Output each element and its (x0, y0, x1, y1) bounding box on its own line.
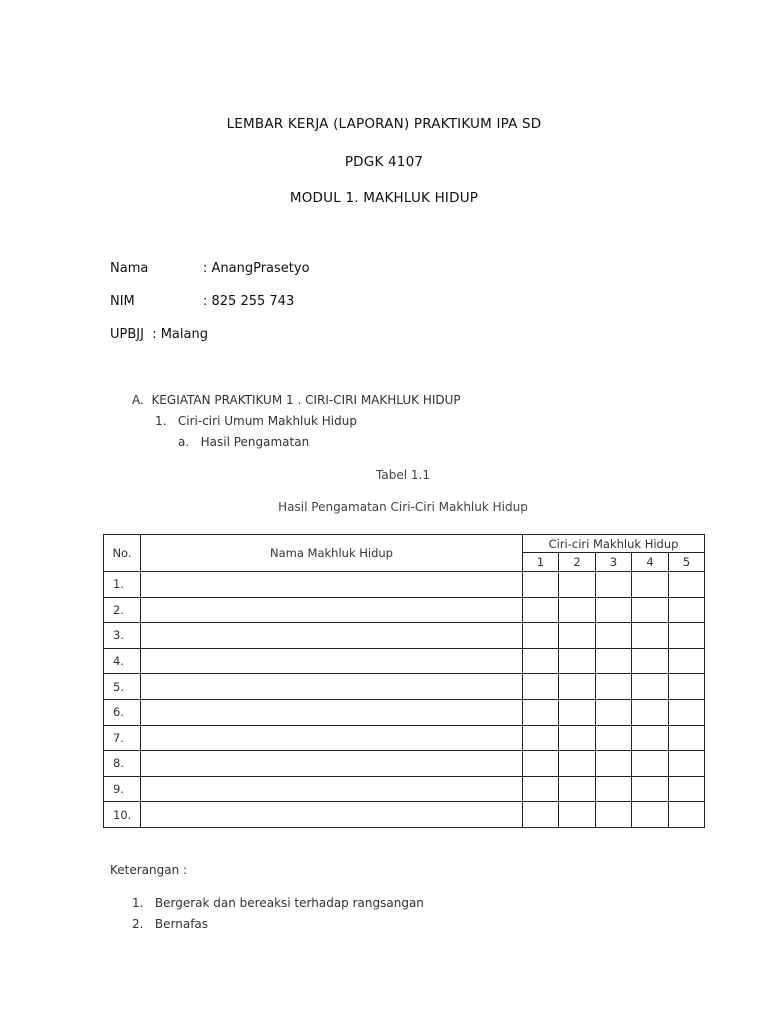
row-name-cell[interactable] (141, 674, 523, 700)
header-sub-1: 1 (523, 553, 559, 572)
row-check-cell[interactable] (559, 699, 596, 725)
row-number: 6. (104, 699, 141, 725)
row-check-cell[interactable] (669, 648, 705, 674)
row-check-cell[interactable] (669, 725, 705, 751)
row-check-cell[interactable] (523, 699, 559, 725)
row-name-cell[interactable] (141, 648, 523, 674)
row-check-cell[interactable] (559, 751, 596, 777)
row-check-cell[interactable] (632, 725, 669, 751)
row-check-cell[interactable] (632, 597, 669, 623)
field-upbjj: UPBJJ : Malang (110, 327, 208, 342)
section-a1-heading: 1. Ciri-ciri Umum Makhluk Hidup (155, 414, 357, 428)
row-check-cell[interactable] (559, 674, 596, 700)
row-check-cell[interactable] (523, 648, 559, 674)
legend-title: Keterangan : (110, 863, 188, 877)
table-row (104, 623, 705, 649)
row-check-cell[interactable] (669, 776, 705, 802)
table-row (104, 597, 705, 623)
row-check-cell[interactable] (523, 725, 559, 751)
row-number: 4. (104, 648, 141, 674)
document-title: LEMBAR KERJA (LAPORAN) PRAKTIKUM IPA SD (226, 116, 542, 132)
field-nim-value: : 825 255 743 (203, 294, 295, 309)
table-row (104, 802, 705, 828)
table-row (104, 776, 705, 802)
course-code: PDGK 4107 (344, 154, 424, 170)
row-check-cell[interactable] (632, 751, 669, 777)
row-check-cell[interactable] (596, 648, 632, 674)
row-name-cell[interactable] (141, 802, 523, 828)
row-number: 10. (104, 802, 141, 828)
header-sub-5: 5 (669, 553, 705, 572)
row-check-cell[interactable] (632, 699, 669, 725)
table-row (104, 648, 705, 674)
row-check-cell[interactable] (669, 674, 705, 700)
row-number: 1. (104, 572, 141, 598)
field-nama (110, 261, 310, 276)
section-a1a-heading: a. Hasil Pengamatan (178, 435, 310, 449)
header-no: No. (104, 535, 141, 572)
row-check-cell[interactable] (596, 597, 632, 623)
module-title: MODUL 1. MAKHLUK HIDUP (289, 190, 479, 206)
field-nim-label: NIM (110, 294, 135, 309)
row-check-cell[interactable] (596, 623, 632, 649)
row-check-cell[interactable] (596, 776, 632, 802)
row-check-cell[interactable] (559, 597, 596, 623)
row-check-cell[interactable] (559, 802, 596, 828)
row-check-cell[interactable] (523, 802, 559, 828)
row-check-cell[interactable] (523, 776, 559, 802)
row-check-cell[interactable] (523, 572, 559, 598)
row-check-cell[interactable] (632, 776, 669, 802)
row-number: 9. (104, 776, 141, 802)
row-check-cell[interactable] (559, 572, 596, 598)
row-check-cell[interactable] (559, 648, 596, 674)
row-check-cell[interactable] (669, 699, 705, 725)
row-check-cell[interactable] (523, 751, 559, 777)
row-check-cell[interactable] (559, 623, 596, 649)
row-check-cell[interactable] (632, 648, 669, 674)
row-check-cell[interactable] (596, 802, 632, 828)
table-row (104, 699, 705, 725)
table-row (104, 572, 705, 598)
row-number: 8. (104, 751, 141, 777)
row-name-cell[interactable] (141, 725, 523, 751)
row-check-cell[interactable] (669, 623, 705, 649)
legend-item: 1. Bergerak dan bereaksi terhadap rangsangan (132, 896, 424, 910)
row-check-cell[interactable] (596, 699, 632, 725)
table-row (104, 725, 705, 751)
field-nama-value: : AnangPrasetyo (203, 261, 310, 276)
table-title: Hasil Pengamatan Ciri-Ciri Makhluk Hidup (278, 500, 528, 514)
row-check-cell[interactable] (523, 674, 559, 700)
row-name-cell[interactable] (141, 751, 523, 777)
row-check-cell[interactable] (559, 725, 596, 751)
observation-table (103, 534, 705, 828)
row-check-cell[interactable] (669, 751, 705, 777)
row-number: 2. (104, 597, 141, 623)
row-name-cell[interactable] (141, 699, 523, 725)
row-name-cell[interactable] (141, 597, 523, 623)
row-check-cell[interactable] (523, 597, 559, 623)
row-number: 3. (104, 623, 141, 649)
row-number: 7. (104, 725, 141, 751)
header-sub-4: 4 (632, 553, 669, 572)
table-row (104, 751, 705, 777)
field-nim (110, 294, 295, 309)
row-check-cell[interactable] (559, 776, 596, 802)
section-a-heading: A. KEGIATAN PRAKTIKUM 1 . CIRI-CIRI MAKHLUK HIDUP (132, 393, 461, 407)
row-check-cell[interactable] (596, 674, 632, 700)
row-check-cell[interactable] (632, 572, 669, 598)
row-check-cell[interactable] (669, 597, 705, 623)
table-row (104, 674, 705, 700)
row-check-cell[interactable] (632, 674, 669, 700)
row-name-cell[interactable] (141, 776, 523, 802)
header-name: Nama Makhluk Hidup (141, 535, 523, 572)
row-check-cell[interactable] (596, 751, 632, 777)
header-sub-3: 3 (596, 553, 632, 572)
row-check-cell[interactable] (669, 802, 705, 828)
row-check-cell[interactable] (632, 623, 669, 649)
row-check-cell[interactable] (596, 572, 632, 598)
row-number: 5. (104, 674, 141, 700)
row-name-cell[interactable] (141, 623, 523, 649)
legend-item: 2. Bernafas (132, 917, 209, 931)
header-characteristics: Ciri-ciri Makhluk Hidup (523, 535, 705, 553)
header-sub-2: 2 (559, 553, 596, 572)
row-check-cell[interactable] (596, 725, 632, 751)
table-number: Tabel 1.1 (376, 468, 430, 482)
row-name-cell[interactable] (141, 572, 523, 598)
row-check-cell[interactable] (523, 623, 559, 649)
row-check-cell[interactable] (632, 802, 669, 828)
row-check-cell[interactable] (669, 572, 705, 598)
field-nama-label: Nama (110, 261, 149, 276)
